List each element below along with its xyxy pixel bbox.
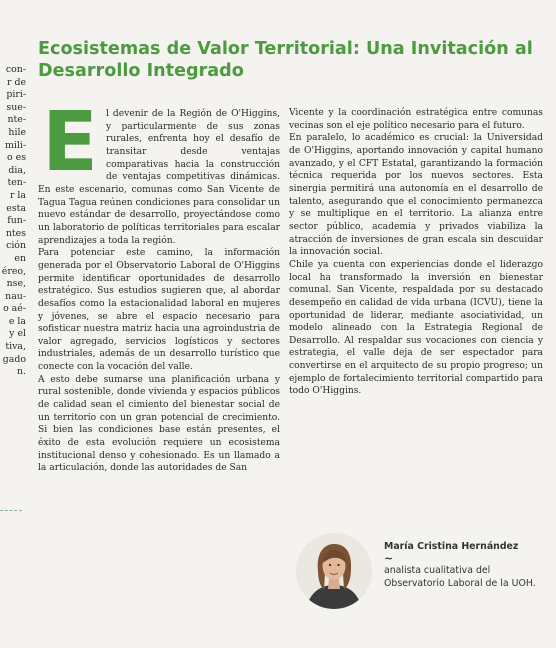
fragment-line: sue- — [6, 101, 26, 113]
paragraph-text: l devenir de la Región de O'Higgins, y particularmente de sus zonas rurales, enfrenta hoy el desafío de transitar desde ventajas comparativas hacia la construcción de ventajas competitivas dinámicas. En este escenario, comunas como San Vicente de Tagua Tagua reúnen condiciones para consolidar un nuevo estándar de desarrollo, proyectándose como un laboratorio de políticas territoriales para escalar aprendizajes a toda la región. — [38, 109, 280, 246]
article-paragraph: Chile ya cuenta con experiencias donde el liderazgo local ha transformado la inversión en bienestar comunal. San Vicente, respaldada por su destacado desempeño en calidad de vida urbana (ICVU), tiene la oportunidad de liderar, mediante asociatividad, un modelo alineado con la Estrategia Regional de Desarrollo. Al respaldar sus vocaciones con ciencia y estrategia, el valle deja de ser espectador para convertirse en el arquitecto de su propio progreso; un ejemplo de fortalecimiento territorial compartido para todo O'Higgins. — [289, 259, 543, 397]
fragment-line: en — [14, 252, 26, 264]
fragment-line: gado — [2, 353, 26, 365]
article-paragraph: A esto debe sumarse una planificación urbana y rural sostenible, donde vivienda y espacios públicos de calidad sean el cimiento del bienestar social de un territorio con un gran potencial de crecimiento. Si bien las condiciones base están presentes, el éxito de esta evolución requiere un ecosistema institucional denso y cohesionado. Es un llamado a la articulación, donde las autoridades de San — [38, 374, 280, 474]
fragment-line: r la — [9, 189, 26, 201]
article-paragraph: En paralelo, lo académico es crucial: la Universidad de O'Higgins, aportando innovación y capital humano avanzado, y el CFT Estatal, garantizando la formación técnica requerida por los nuevos sectores. Esta sinergia permitirá una autonomía en el desarrollo de talento, asegurando que el conocimiento permanezca y se multiplique en el territorio. La alianza entre sector público, academia y privados viabiliza la atracción de inversiones de gran escala sin descuidar la innovación social. — [289, 133, 543, 258]
author-role: analista cualitativa del Observatorio Laboral de la UOH. — [384, 565, 536, 589]
article-paragraph: Vicente y la coordinación estratégica entre comunas vecinas son el eje político necesario para el futuro. — [289, 108, 543, 131]
fragment-line: hile — [8, 126, 26, 138]
article-column-1 — [38, 95, 280, 475]
article-title: Ecosistemas de Valor Territorial: Una Invitación al Desarrollo Integrado — [38, 39, 533, 81]
fragment-line: ción — [6, 240, 26, 252]
fragment-line: nau- — [5, 290, 26, 302]
author-byline — [384, 540, 544, 590]
author-photo — [296, 533, 372, 609]
article-column-2 — [289, 107, 543, 398]
fragment-line: nte- — [7, 114, 26, 126]
author-separator: ~ — [384, 552, 394, 565]
fragment-line: con- — [5, 64, 26, 75]
drop-cap: E — [42, 95, 99, 190]
fragment-line: piri- — [6, 89, 26, 101]
article-paragraph: Para potenciar este camino, la información generada por el Observatorio Laboral de O'Higgins permite identificar oportunidades de desarrollo estratégico. Sus estudios sugieren que, al abordar desafíos como la estacionalidad laboral en mujeres y jóvenes, se abre el espacio necesario para sofisticar nuestra matriz hacia una agroindustria de valor agregado, servicios logísticos y sectores industriales, además de un desarrollo turístico que conecte con la vocación del valle. — [38, 248, 280, 373]
fragment-line: éreo, — [1, 265, 26, 277]
author-portrait-icon — [296, 533, 372, 609]
fragment-line: esta — [6, 202, 26, 214]
fragment-line: n. — [16, 366, 26, 378]
fragment-line: fun- — [7, 215, 26, 227]
fragment-line: dia, — [8, 164, 26, 176]
fragment-line: o aé- — [3, 303, 26, 315]
fragment-line: nse, — [6, 278, 26, 290]
article-paragraph — [38, 95, 280, 247]
fragment-line: ntes — [5, 227, 26, 239]
fragment-line: r de — [6, 76, 26, 88]
column-divider — [0, 510, 22, 511]
fragment-line: mili- — [4, 139, 26, 151]
previous-article-fragment — [0, 64, 26, 504]
fragment-line: ten- — [7, 177, 26, 189]
author-name: María Cristina Hernández — [384, 541, 519, 552]
fragment-line: e la — [8, 315, 26, 327]
fragment-line: y el — [9, 328, 26, 340]
fragment-line: tiva, — [5, 341, 26, 353]
fragment-line: o es — [7, 152, 26, 164]
